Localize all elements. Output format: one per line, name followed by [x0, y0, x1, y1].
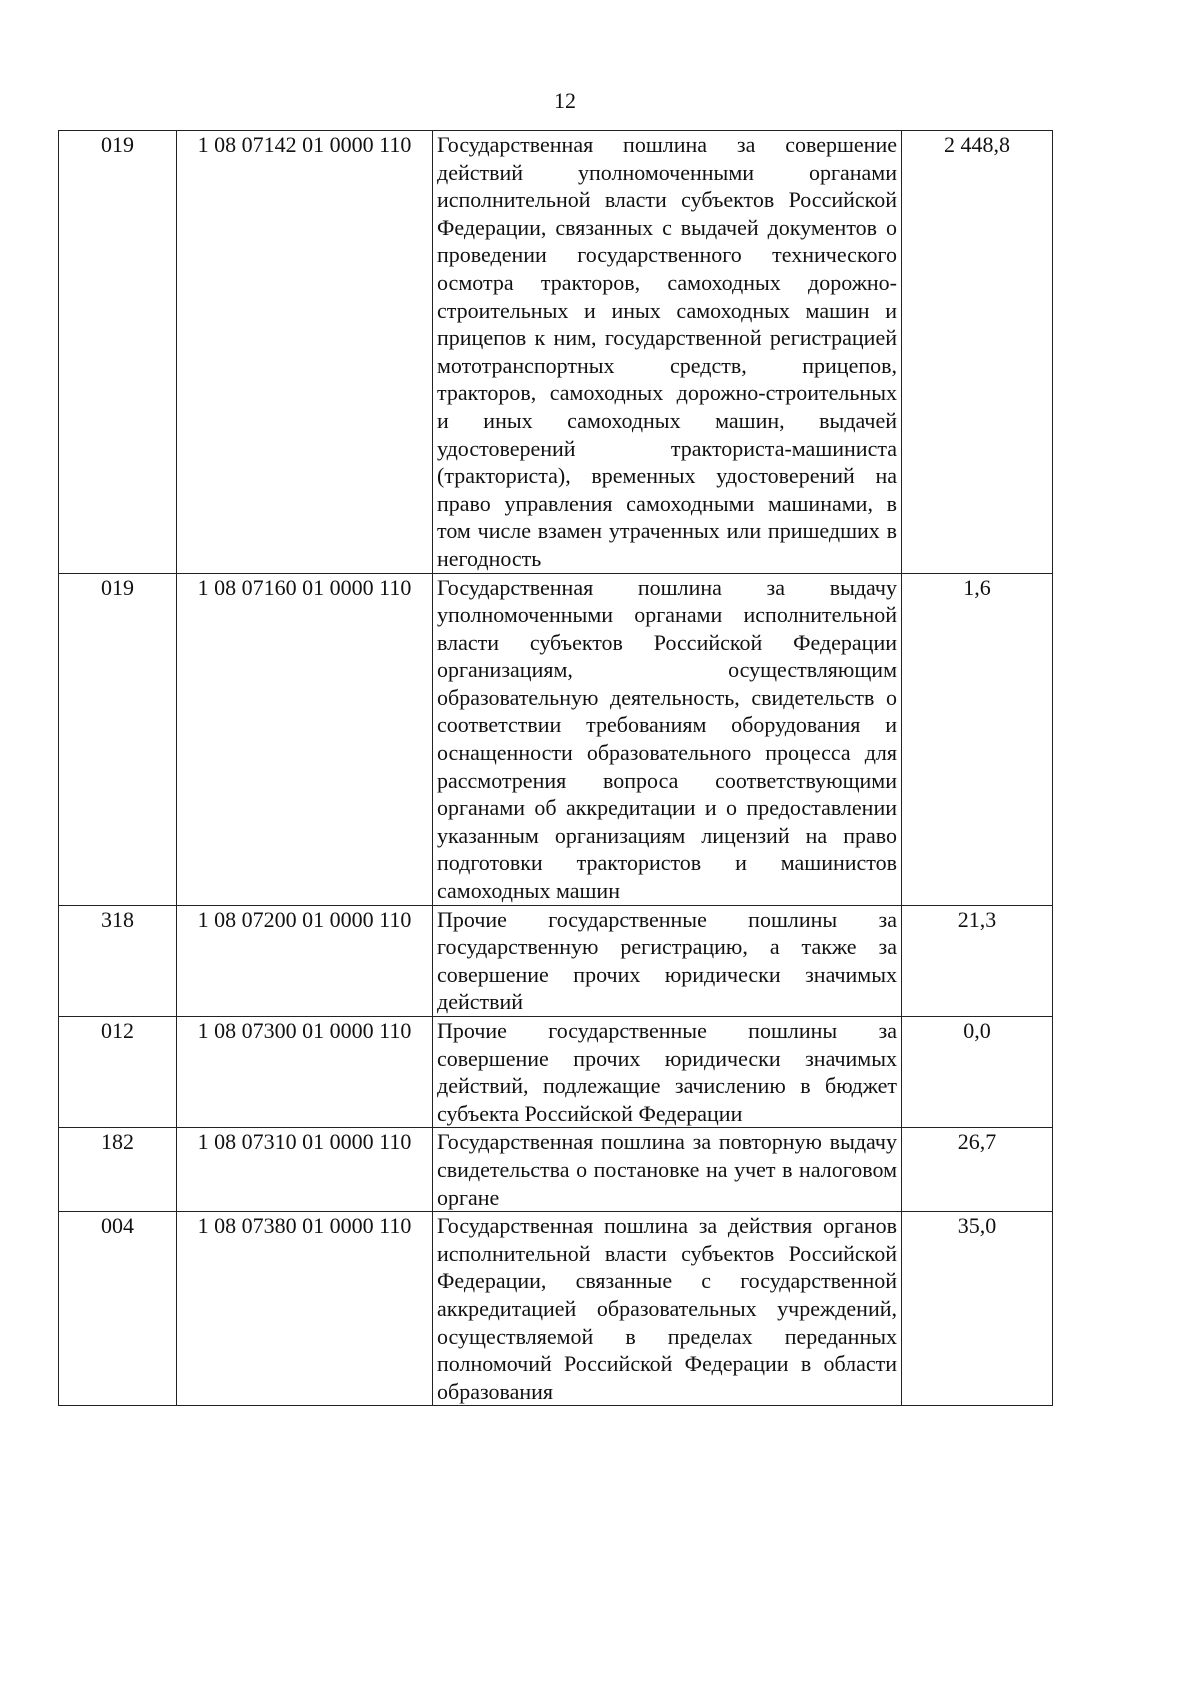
admin-code-cell: 004 — [59, 1212, 177, 1406]
amount-cell: 21,3 — [902, 905, 1053, 1016]
revenue-name-cell: Государственная пошлина за действия органов исполнительной власти субъектов Российской Федерации, связанные с государственной аккредитацией образовательных учреждений, осуществляемой в пределах переданных полномочий Российской Федерации в области образования — [433, 1212, 902, 1406]
table-row — [59, 905, 1053, 1016]
kbk-code-cell: 1 08 07160 01 0000 110 — [177, 573, 433, 905]
admin-code-cell: 182 — [59, 1128, 177, 1212]
kbk-code-cell: 1 08 07200 01 0000 110 — [177, 905, 433, 1016]
amount-cell: 35,0 — [902, 1212, 1053, 1406]
admin-code-cell: 318 — [59, 905, 177, 1016]
revenue-name-cell: Прочие государственные пошлины за совершение прочих юридически значимых действий, подлежащие зачислению в бюджет субъекта Российской Федерации — [433, 1017, 902, 1128]
revenue-name-cell: Государственная пошлина за выдачу уполномоченными органами исполнительной власти субъектов Российской Федерации организациям, осуществляющим образовательную деятельность, свидетельств о соответствии требованиям оборудования и оснащенности образовательного процесса для рассмотрения вопроса соответствующими органами об аккредитации и о предоставлении указанным организациям лицензий на право подготовки трактористов и машинистов самоходных машин — [433, 573, 902, 905]
revenue-name-cell: Прочие государственные пошлины за государственную регистрацию, а также за совершение прочих юридически значимых действий — [433, 905, 902, 1016]
admin-code-cell: 012 — [59, 1017, 177, 1128]
amount-cell: 26,7 — [902, 1128, 1053, 1212]
kbk-code-cell: 1 08 07300 01 0000 110 — [177, 1017, 433, 1128]
amount-cell: 0,0 — [902, 1017, 1053, 1128]
kbk-code-cell: 1 08 07310 01 0000 110 — [177, 1128, 433, 1212]
admin-code-cell: 019 — [59, 131, 177, 574]
kbk-code-cell: 1 08 07142 01 0000 110 — [177, 131, 433, 574]
revenue-table — [58, 130, 1053, 1406]
table-row — [59, 1212, 1053, 1406]
revenue-name-cell: Государственная пошлина за совершение действий уполномоченными органами исполнительной власти субъектов Российской Федерации, связанных с выдачей документов о проведении государственного технического осмотра тракторов, самоходных дорожно-строительных и иных самоходных машин и прицепов к ним, государственной регистрацией мототранспортных средств, прицепов, тракторов, самоходных дорожно-строительных и иных самоходных машин, выдачей удостоверений тракториста-машиниста (тракториста), временных удостоверений на право управления самоходными машинами, в том числе взамен утраченных или пришедших в негодность — [433, 131, 902, 574]
table-row — [59, 131, 1053, 574]
kbk-code-cell: 1 08 07380 01 0000 110 — [177, 1212, 433, 1406]
amount-cell: 1,6 — [902, 573, 1053, 905]
table-row — [59, 1128, 1053, 1212]
amount-cell: 2 448,8 — [902, 131, 1053, 574]
revenue-name-cell: Государственная пошлина за повторную выдачу свидетельства о постановке на учет в налоговом органе — [433, 1128, 902, 1212]
table-row — [59, 1017, 1053, 1128]
page-number: 12 — [554, 88, 576, 113]
table-row — [59, 573, 1053, 905]
admin-code-cell: 019 — [59, 573, 177, 905]
